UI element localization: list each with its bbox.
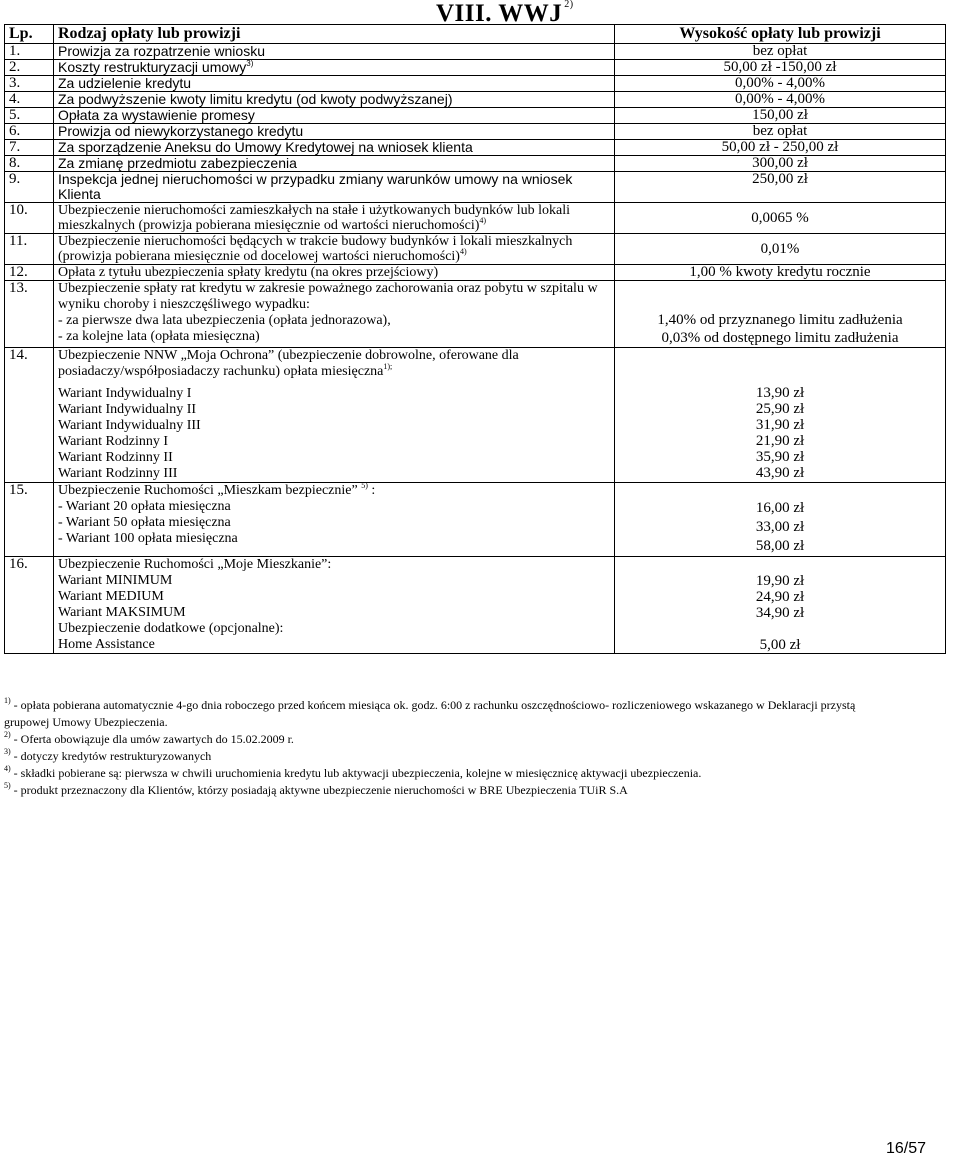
row-16-extra-value: 5,00 zł	[759, 637, 801, 653]
footnote	[4, 748, 958, 765]
row-15-value-1: 16,00 zł	[755, 500, 805, 516]
row-15-values	[615, 483, 946, 557]
row-16-value-blank	[619, 621, 941, 637]
row-value: 0,00% - 4,00%	[615, 76, 946, 92]
row-13-values	[615, 281, 946, 348]
footnote-text: - opłata pobierana automatycznie 4-go dnia roboczego przed końcem miesiąca ok. godz. 6:00 z rachunku oszczędnościowo- rozliczeniowego wskazanego w Deklaracji przystą	[10, 698, 856, 712]
row-13-line-2: - za pierwsze dwa lata ubezpieczenia (opłata jednorazowa),	[58, 313, 391, 328]
row-14-intro	[58, 348, 610, 380]
row-lp: 10.	[5, 203, 54, 234]
table-row	[5, 108, 946, 124]
table-row	[5, 124, 946, 140]
row-description-text: Koszty restrukturyzacji umowy	[58, 59, 247, 75]
row-13-line-1: Ubezpieczenie spłaty rat kredytu w zakresie poważnego zachorowania oraz pobytu w szpitalu w wyniku choroby i nieszczęśliwego wypadku:	[58, 281, 598, 312]
row-description	[54, 124, 615, 140]
row-14-value-2: 25,90 zł	[755, 401, 805, 417]
row-lp: 11.	[5, 234, 54, 265]
row-description	[54, 172, 615, 203]
table-row-15	[5, 483, 946, 557]
row-lp: 4.	[5, 92, 54, 108]
table-row	[5, 140, 946, 156]
row-description	[54, 234, 615, 265]
row-lp: 12.	[5, 265, 54, 281]
row-15-value-3: 58,00 zł	[755, 538, 805, 554]
header-type: Rodzaj opłaty lub prowizji	[54, 25, 615, 44]
row-14-intro-mark: 1);	[383, 362, 393, 371]
table-row	[5, 44, 946, 60]
simple-rows	[5, 44, 946, 281]
table-row	[5, 92, 946, 108]
row-description-text: Ubezpieczenie nieruchomości będących w trakcie budowy budynków i lokali mieszkalnych (prowizja pobierana miesięcznie od docelowej wartości nieruchomości)	[58, 234, 573, 264]
table-row	[5, 76, 946, 92]
row-value: 0,00% - 4,00%	[615, 92, 946, 108]
row-description-text: Opłata za wystawienie promesy	[58, 107, 255, 123]
row-16-value-1: 19,90 zł	[755, 573, 805, 589]
row-description-text: Za udzielenie kredytu	[58, 75, 192, 91]
footnote	[4, 697, 958, 714]
row-description-text: Inspekcja jednej nieruchomości w przypadku zmiany warunków umowy na wniosek Klienta	[58, 171, 573, 202]
footnotes	[4, 697, 958, 799]
table-row-14	[5, 348, 946, 483]
row-description	[54, 92, 615, 108]
row-description-text: Prowizja za rozpatrzenie wniosku	[58, 43, 265, 59]
table-row	[5, 265, 946, 281]
row-16-value-2: 24,90 zł	[755, 589, 805, 605]
row-14-value-1: 13,90 zł	[755, 385, 805, 401]
row-14-item-3: Wariant Indywidualny III	[58, 418, 201, 433]
row-15-lp: 15.	[5, 483, 54, 557]
row-14-value-6: 43,90 zł	[755, 465, 805, 481]
row-14-value-3: 31,90 zł	[755, 417, 805, 433]
row-13-line-3: - za kolejne lata (opłata miesięczna)	[58, 329, 260, 344]
table-row	[5, 172, 946, 203]
row-value: bez opłat	[615, 44, 946, 60]
row-16-extra-heading: Ubezpieczenie dodatkowe (opcjonalne):	[58, 621, 284, 636]
table-row-13	[5, 281, 946, 348]
row-13-value-2: 0,03% od dostępnego limitu zadłużenia	[661, 330, 899, 346]
footnote-text: - produkt przeznaczony dla Klientów, którzy posiadają aktywne ubezpieczenie nieruchomości w BRE Ubezpieczenia TUiR S.A	[10, 783, 628, 797]
row-14-value-4: 21,90 zł	[755, 433, 805, 449]
row-description-text: Ubezpieczenie nieruchomości zamieszkałych na stałe i użytkowanych budynków lub lokali mieszkalnych (prowizja pobierana miesięcznie od wartości nieruchomości)	[58, 203, 570, 233]
row-13-desc	[54, 281, 615, 348]
row-footnote-mark: 3)	[246, 59, 254, 68]
row-lp: 3.	[5, 76, 54, 92]
row-description-text: Prowizja od niewykorzystanego kredytu	[58, 123, 304, 139]
row-15-intro-suffix: :	[371, 483, 376, 498]
table-row	[5, 60, 946, 76]
complex-rows	[5, 281, 946, 654]
fees-table	[4, 24, 946, 654]
row-description	[54, 203, 615, 234]
footnote-mark: 5)	[4, 782, 11, 790]
row-value: 50,00 zł - 250,00 zł	[615, 140, 946, 156]
row-14-item-5: Wariant Rodzinny II	[58, 450, 173, 465]
row-value: 0,0065 %	[615, 203, 946, 234]
footnote	[4, 782, 958, 799]
row-14-intro-text: Ubezpieczenie NNW „Moja Ochrona” (ubezpieczenie dobrowolne, oferowane dla posiadaczy/współposiadaczy rachunku) opłata miesięczna	[58, 348, 519, 379]
row-16-extra-label: Home Assistance	[58, 637, 155, 652]
table-row	[5, 156, 946, 172]
row-value: 1,00 % kwoty kredytu rocznie	[615, 265, 946, 281]
table-row	[5, 234, 946, 265]
title-text: VIII. WWJ	[436, 0, 563, 27]
row-13-lp: 13.	[5, 281, 54, 348]
footnote-text: - składki pobierane są: pierwsza w chwili uruchomienia kredytu lub aktywacji ubezpieczenia, kolejne w miesięcznicę aktywacji ubezpieczenia.	[10, 766, 702, 780]
footnote-mark: 2)	[4, 731, 11, 739]
row-footnote-mark: 4)	[479, 216, 487, 225]
footnote-mark: 3)	[4, 748, 11, 756]
page-number: 16/57	[885, 1140, 926, 1157]
row-value: 0,01%	[615, 234, 946, 265]
row-description	[54, 156, 615, 172]
row-16-item-1: Wariant MINIMUM	[58, 573, 173, 588]
row-description-text: Opłata z tytułu ubezpieczenia spłaty kredytu (na okres przejściowy)	[58, 265, 439, 280]
footnote-text: - dotyczy kredytów restrukturyzowanych	[10, 749, 212, 763]
row-description	[54, 265, 615, 281]
row-description	[54, 60, 615, 76]
row-description-text: Za podwyższenie kwoty limitu kredytu (od kwoty podwyższanej)	[58, 91, 453, 107]
row-value: 250,00 zł	[615, 172, 946, 203]
row-description	[54, 44, 615, 60]
row-lp: 5.	[5, 108, 54, 124]
footnote	[4, 731, 958, 748]
header-amount: Wysokość opłaty lub prowizji	[615, 25, 946, 44]
row-14-item-1: Wariant Indywidualny I	[58, 386, 192, 401]
row-15-intro-mark: 5)	[361, 481, 368, 490]
row-value: bez opłat	[615, 124, 946, 140]
row-description-text: Za sporządzenie Aneksu do Umowy Kredytowej na wniosek klienta	[58, 139, 473, 155]
footnote	[4, 765, 958, 782]
row-14-item-2: Wariant Indywidualny II	[58, 402, 197, 417]
table-row	[5, 203, 946, 234]
row-lp: 7.	[5, 140, 54, 156]
footnote-mark: 1)	[4, 697, 11, 705]
row-14-desc	[54, 348, 615, 483]
row-16-value-3: 34,90 zł	[755, 605, 805, 621]
row-value: 300,00 zł	[615, 156, 946, 172]
row-15-item-2: - Wariant 50 opłata miesięczna	[58, 515, 231, 530]
row-14-lp: 14.	[5, 348, 54, 483]
row-14-item-4: Wariant Rodzinny I	[58, 434, 169, 449]
row-14-item-6: Wariant Rodzinny III	[58, 466, 178, 481]
row-16-intro: Ubezpieczenie Ruchomości „Moje Mieszkanie”:	[58, 557, 332, 572]
row-15-item-3: - Wariant 100 opłata miesięczna	[58, 531, 238, 546]
row-description	[54, 76, 615, 92]
table-row-16	[5, 557, 946, 654]
header-lp: Lp.	[5, 25, 54, 44]
row-15-intro	[58, 483, 610, 499]
row-16-lp: 16.	[5, 557, 54, 654]
row-16-item-2: Wariant MEDIUM	[58, 589, 164, 604]
row-value: 50,00 zł -150,00 zł	[615, 60, 946, 76]
row-16-item-3: Wariant MAKSIMUM	[58, 605, 186, 620]
row-description-text: Za zmianę przedmiotu zabezpieczenia	[58, 155, 297, 171]
footnote	[4, 714, 958, 731]
row-14-values	[615, 348, 946, 483]
row-13-value-1: 1,40% od przyznanego limitu zadłużenia	[657, 312, 903, 328]
footnote-mark: 4)	[4, 765, 11, 773]
row-description	[54, 140, 615, 156]
row-15-value-2: 33,00 zł	[755, 519, 805, 535]
row-lp: 9.	[5, 172, 54, 203]
row-15-desc	[54, 483, 615, 557]
row-16-desc	[54, 557, 615, 654]
footnote-text: - Oferta obowiązuje dla umów zawartych do 15.02.2009 r.	[10, 732, 294, 746]
row-lp: 8.	[5, 156, 54, 172]
footnote-text: grupowej Umowy Ubezpieczenia.	[4, 715, 168, 729]
row-description	[54, 108, 615, 124]
row-lp: 2.	[5, 60, 54, 76]
row-14-value-5: 35,90 zł	[755, 449, 805, 465]
header-row	[5, 25, 946, 44]
row-lp: 1.	[5, 44, 54, 60]
title-footnote-mark: 2)	[564, 0, 574, 10]
row-15-intro-text: Ubezpieczenie Ruchomości „Mieszkam bezpiecznie”	[58, 483, 358, 498]
row-lp: 6.	[5, 124, 54, 140]
row-footnote-mark: 4)	[459, 247, 467, 256]
row-value: 150,00 zł	[615, 108, 946, 124]
row-16-values	[615, 557, 946, 654]
row-15-item-1: - Wariant 20 opłata miesięczna	[58, 499, 231, 514]
